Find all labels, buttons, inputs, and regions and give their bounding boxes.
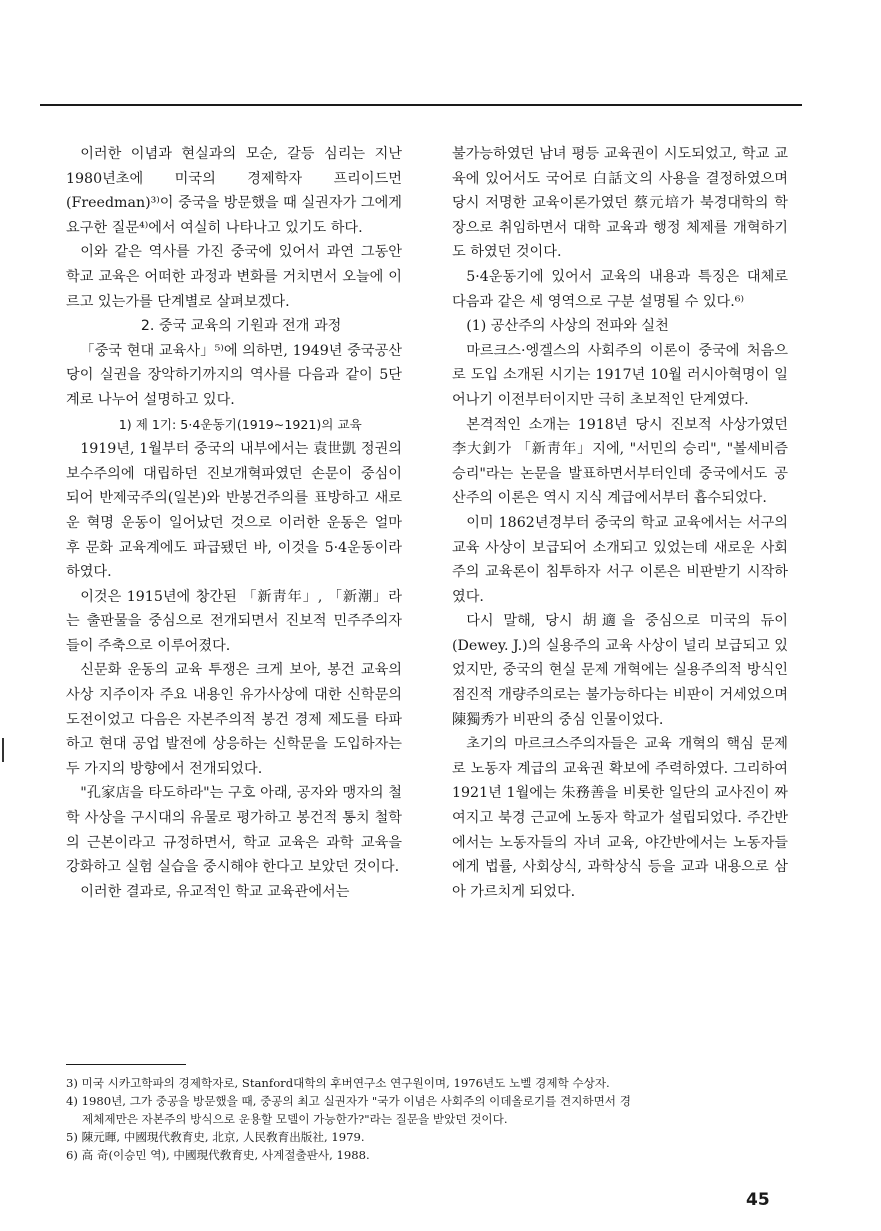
paragraph: 5·4운동기에 있어서 교육의 내용과 특징은 대체로 다음과 같은 세 영역으로 구분 설명될 수 있다.⁶⁾ xyxy=(452,268,788,310)
subsection-heading: (1) 공산주의 사상의 전파와 실천 xyxy=(466,318,669,335)
right-column xyxy=(452,142,788,904)
footnote-line: 3) 미국 시카고학파의 경제학자로, Stanford대학의 후버연구소 연구원이며, 1976년도 노벨 경제학 수상자. xyxy=(66,1076,610,1090)
paragraph: 이미 1862년경부터 중국의 학교 교육에서는 서구의 교육 사상이 보급되어 소개되고 있었는데 새로운 사회주의 교육론이 침투하자 서구 이론은 비판받기 시작하였다. xyxy=(452,514,788,605)
header-rule xyxy=(40,104,802,106)
paragraph: 이와 같은 역사를 가진 중국에 있어서 과연 그동안 학교 교육은 어떠한 과정과 변화를 거치면서 오늘에 이르고 있는가를 단계별로 살펴보겠다. xyxy=(66,244,402,310)
paragraph: 초기의 마르크스주의자들은 교육 개혁의 핵심 문제로 노동자 계급의 교육권 확보에 주력하였다. 그리하여 1921년 1월에는 朱務善을 비롯한 일단의 교사진이 짜여지고 북경 근교에 노동자 학교가 설립되었다. 주간반에서는 노동자들의 자녀 교육, 야간반에서는 노동자들에게 법률, 사회상식, 과학상식 등을 교과 내용으로 삼아 가르치게 되었다. xyxy=(452,736,788,900)
footnote-rule xyxy=(66,1064,186,1065)
left-column xyxy=(66,142,402,904)
footnotes xyxy=(66,1074,796,1164)
section-heading: 2. 중국 교육의 기원과 전개 과정 xyxy=(140,318,342,335)
footnote-line: 5) 陳元暉, 中國現代敎育史, 北京, 人民敎育出版社, 1979. xyxy=(66,1130,365,1144)
paragraph: 본격적인 소개는 1918년 당시 진보적 사상가였던 李大釗가 「新靑年」지에, "서민의 승리", "볼세비즘 승리"라는 논문을 발표하면서부터인데 중국에서도 공산주의 이론은 역시 지식 계급에서부터 흡수되었다. xyxy=(452,416,788,507)
paragraph: 불가능하였던 남녀 평등 교육권이 시도되었고, 학교 교육에 있어서도 국어로 白話文의 사용을 결정하였으며 당시 저명한 교육이론가였던 蔡元培가 북경대학의 학장으로 취임하면서 대학 교육과 행정 체제를 개혁하기도 하였던 것이다. xyxy=(452,146,788,261)
footnote-line: 제체제만은 자본주의 방식으로 운용할 모델이 가능한가?"라는 질문을 받았던 것이다. xyxy=(82,1112,508,1126)
paragraph: 마르크스·엥겔스의 사회주의 이론이 중국에 처음으로 도입 소개된 시기는 1917년 10월 러시아혁명이 일어나기 이전부터이지만 극히 초보적인 단계였다. xyxy=(452,342,788,408)
paragraph: 다시 말해, 당시 胡適을 중심으로 미국의 듀이(Dewey. J.)의 실용주의 교육 사상이 널리 보급되고 있었지만, 중국의 현실 문제 개혁에는 실용주의적 방식인 점진적 개량주의로는 불가능하다는 비판이 거세었으며 陳獨秀가 비판의 중심 인물이었다. xyxy=(452,613,788,728)
margin-mark xyxy=(2,738,4,762)
page-number: 45 xyxy=(746,1190,770,1210)
footnote-line: 4) 1980년, 그가 중공을 방문했을 때, 중공의 최고 실권자가 "국가 이념은 사회주의 이데올로기를 견지하면서 경 xyxy=(66,1094,631,1108)
paragraph: "孔家店을 타도하라"는 구호 아래, 공자와 맹자의 철학 사상을 구시대의 유물로 평가하고 봉건적 통치 철학의 근본이라고 규정하면서, 학교 교육은 과학 교육을 강화하고 실험 실습을 중시해야 한다고 보았던 것이다. xyxy=(66,785,402,876)
paragraph: 「중국 현대 교육사」⁵⁾에 의하면, 1949년 중국공산당이 실권을 장악하기까지의 역사를 다음과 같이 5단계로 나누어 설명하고 있다. xyxy=(66,342,402,408)
paragraph: 신문화 운동의 교육 투쟁은 크게 보아, 봉건 교육의 사상 지주이자 주요 내용인 유가사상에 대한 신학문의 도전이었고 다음은 자본주의적 봉건 경제 제도를 타파하고 현대 공업 발전에 상응하는 신학문을 도입하자는 두 가지의 방향에서 전개되었다. xyxy=(66,662,402,777)
paragraph: 이러한 이념과 현실과의 모순, 갈등 심리는 지난 1980년초에 미국의 경제학자 프리이드먼(Freedman)³⁾이 중국을 방문했을 때 실권자가 그에게 요구한 질문⁴⁾에서 여실히 나타나고 있기도 하다. xyxy=(66,146,402,236)
paragraph: 이것은 1915년에 창간된 「新靑年」, 「新潮」라는 출판물을 중심으로 전개되면서 진보적 민주주의자들이 주축으로 이루어졌다. xyxy=(66,588,402,654)
footnote-line: 6) 高 奇(이승민 역), 中國現代敎育史, 사계절출판사, 1988. xyxy=(66,1148,370,1162)
subsection-heading: 1) 제 1기: 5·4운동기(1919∼1921)의 교육 xyxy=(118,416,362,432)
paragraph: 1919년, 1월부터 중국의 내부에서는 袁世凱 정권의 보수주의에 대립하던 진보개혁파였던 손문이 중심이 되어 반제국주의(일본)와 반봉건주의를 표방하고 새로운 혁명 운동이 일어났던 것으로 이러한 운동은 얼마 후 문화 교육계에도 파급됐던 바, 이것을 5·4운동이라 하였다. xyxy=(66,441,402,581)
paragraph: 이러한 결과로, 유교적인 학교 교육관에서는 xyxy=(80,883,350,900)
